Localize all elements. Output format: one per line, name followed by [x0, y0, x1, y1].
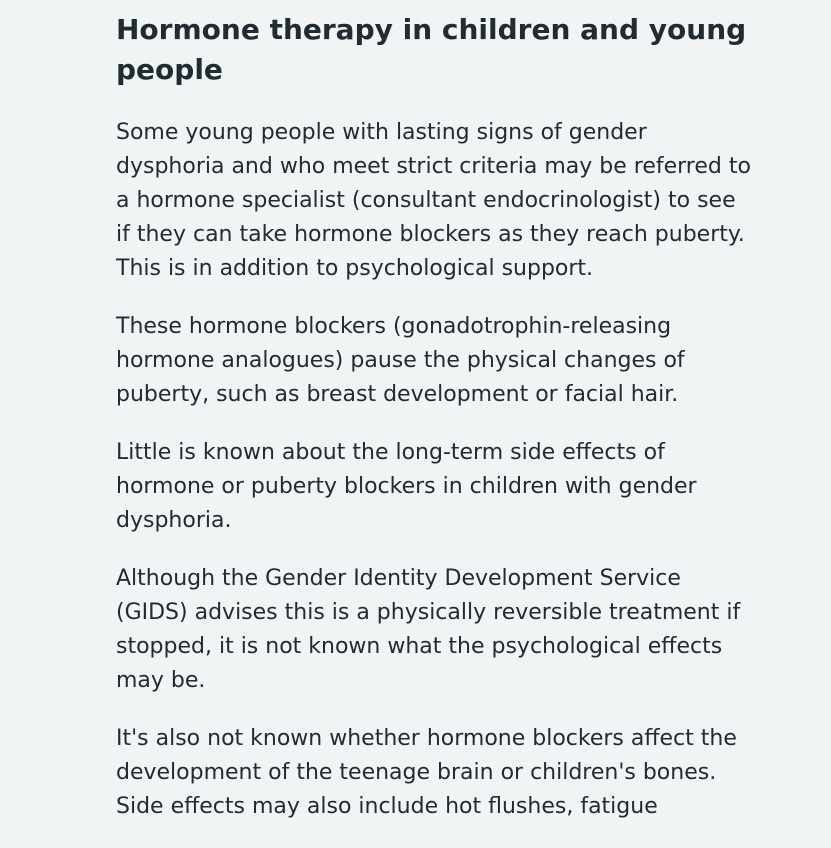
paragraph-referral: Some young people with lasting signs of gender dysphoria and who meet strict criteria may be referred to a hormone specialist (consultant endocrinologist) to see if they can take hormone blockers as they reach puberty. This is in addition to psychological support.: [116, 120, 751, 281]
paragraph-side-effects-unknown: Little is known about the long-term side effects of hormone or puberty blockers in children with gender dysphoria.: [116, 440, 697, 533]
paragraph-gids-advice: Although the Gender Identity Development Service (GIDS) advises this is a physically reversible treatment if stopped, it is not known what the psychological effects may be.: [116, 566, 741, 693]
article-section: [116, 10, 756, 848]
section-heading: Hormone therapy in children and young people: [116, 13, 747, 86]
paragraph-blockers-pause: These hormone blockers (gonadotrophin-releasing hormone analogues) pause the physical changes of puberty, such as breast development or facial hair.: [116, 314, 685, 407]
paragraph-brain-bones: It's also not known whether hormone blockers affect the development of the teenage brain or children's bones. Side effects may also include hot flushes, fatigue: [116, 726, 737, 819]
